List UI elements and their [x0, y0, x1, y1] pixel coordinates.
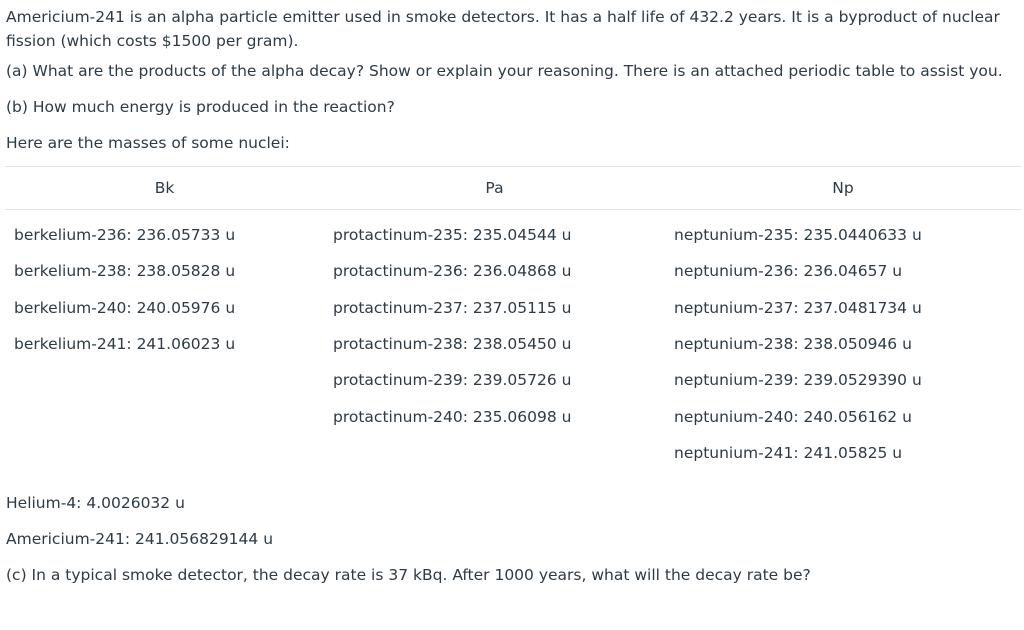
table-cell: berkelium-236: 236.05733 u: [14, 226, 236, 245]
americium-mass: Americium-241: 241.056829144 u: [6, 530, 274, 549]
after-table-section: [6, 491, 1018, 587]
table-row: [5, 435, 1021, 471]
table-cell: protactinum-240: 235.06098 u: [333, 407, 572, 426]
table-cell: neptunium-239: 239.0529390 u: [674, 371, 922, 390]
intro-paragraph: Americium-241 is an alpha particle emitter used in smoke detectors. It has a half life of 432.2 years. It is a byproduct of nuclear fission (which costs $1500 per gram).: [6, 8, 1000, 50]
nuclei-mass-table: [5, 166, 1021, 471]
table-cell: neptunium-240: 240.056162 u: [674, 407, 912, 426]
table-cell: protactinum-237: 237.05115 u: [333, 298, 572, 317]
table-cell: [5, 362, 324, 398]
table-cell: neptunium-238: 238.050946 u: [674, 335, 912, 354]
table-cell: neptunium-237: 237.0481734 u: [674, 298, 922, 317]
table-cell: berkelium-238: 238.05828 u: [14, 262, 236, 281]
table-cell: protactinum-236: 236.04868 u: [333, 262, 572, 281]
header-np: Np: [665, 167, 1021, 210]
table-header-row: [5, 167, 1021, 210]
table-cell: neptunium-236: 236.04657 u: [674, 262, 903, 281]
question-b: (b) How much energy is produced in the reaction?: [6, 98, 395, 116]
table-cell: neptunium-241: 241.05825 u: [674, 443, 903, 462]
table-cell: neptunium-235: 235.0440633 u: [674, 226, 922, 245]
header-bk: Bk: [5, 167, 324, 210]
table-cell: berkelium-240: 240.05976 u: [14, 298, 236, 317]
table-row: [5, 362, 1021, 398]
question-content: [6, 5, 1018, 599]
table-row: [5, 290, 1021, 326]
table-row: [5, 210, 1021, 254]
table-cell: protactinum-238: 238.05450 u: [333, 335, 572, 354]
table-cell: [324, 435, 665, 471]
table-row: [5, 398, 1021, 434]
helium-mass: Helium-4: 4.0026032 u: [6, 494, 185, 513]
question-a: (a) What are the products of the alpha decay? Show or explain your reasoning. There is an attached periodic table to assist you.: [6, 62, 1003, 80]
table-row: [5, 326, 1021, 362]
table-row: [5, 253, 1021, 289]
table-cell: [5, 435, 324, 471]
header-pa: Pa: [324, 167, 665, 210]
masses-label: Here are the masses of some nuclei:: [6, 134, 290, 152]
table-cell: berkelium-241: 241.06023 u: [14, 335, 236, 354]
table-cell: protactinum-235: 235.04544 u: [333, 226, 572, 245]
table-cell: [5, 398, 324, 434]
table-cell: protactinum-239: 239.05726 u: [333, 371, 572, 390]
question-c: (c) In a typical smoke detector, the decay rate is 37 kBq. After 1000 years, what will the decay rate be?: [6, 566, 811, 585]
